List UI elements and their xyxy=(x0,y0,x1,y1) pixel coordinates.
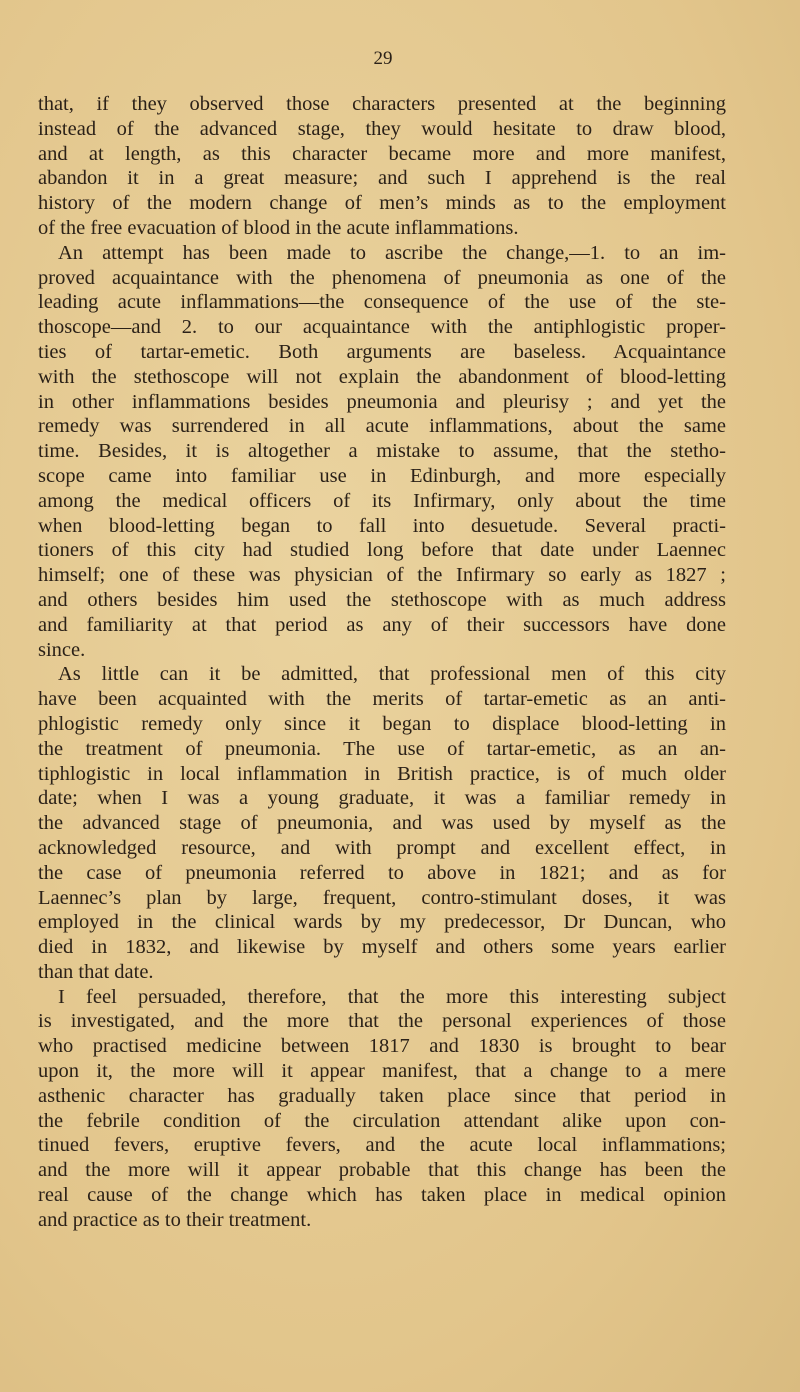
text-line: As little can it be admitted, that professional men of this city xyxy=(58,663,726,686)
text-line: the treatment of pneumonia. The use of tartar-emetic, as an an- xyxy=(38,737,726,760)
text-line: abandon it in a great measure; and such I apprehend is the real xyxy=(38,167,726,190)
text-line: tioners of this city had studied long before that date under Laennec xyxy=(38,539,726,562)
text-line: date; when I was a young graduate, it was a familiar remedy in xyxy=(38,787,726,810)
text-line: and practice as to their treatment. xyxy=(38,1208,312,1231)
text-line: scope came into familiar use in Edinburgh, and more especially xyxy=(38,464,726,487)
text-line: the advanced stage of pneumonia, and was used by myself as the xyxy=(38,812,726,835)
text-line: since. xyxy=(38,638,86,661)
text-line: acknowledged resource, and with prompt and excellent effect, in xyxy=(38,836,726,859)
text-line: when blood-letting began to fall into desuetude. Several practi- xyxy=(38,514,726,537)
text-line: instead of the advanced stage, they would hesitate to draw blood, xyxy=(38,117,726,140)
text-line: remedy was surrendered in all acute inflammations, about the same xyxy=(38,415,726,438)
text-line: upon it, the more will it appear manifest, that a change to a mere xyxy=(38,1060,726,1083)
text-line: with the stethoscope will not explain the abandonment of blood-letting xyxy=(38,365,726,388)
text-line: among the medical officers of its Infirmary, only about the time xyxy=(38,489,726,512)
text-line: leading acute inflammations—the consequence of the use of the ste- xyxy=(38,291,726,314)
text-line: thoscope—and 2. to our acquaintance with the antiphlogistic proper- xyxy=(38,316,726,339)
text-line: and the more will it appear probable that this change has been the xyxy=(38,1159,726,1182)
paragraph xyxy=(38,985,726,1233)
text-line: of the free evacuation of blood in the acute inflammations. xyxy=(38,216,519,239)
text-line: real cause of the change which has taken place in medical opinion xyxy=(38,1184,726,1207)
text-line: employed in the clinical wards by my predecessor, Dr Duncan, who xyxy=(38,911,726,934)
text-line: tiphlogistic in local inflammation in British practice, is of much older xyxy=(38,762,726,785)
text-line: the febrile condition of the circulation attendant alike upon con- xyxy=(38,1109,726,1132)
text-line: Laennec’s plan by large, frequent, contro-stimulant doses, it was xyxy=(38,886,726,909)
text-line: have been acquainted with the merits of tartar-emetic as an anti- xyxy=(38,688,726,711)
text-line: phlogistic remedy only since it began to displace blood-letting in xyxy=(38,712,726,735)
text-line: time. Besides, it is altogether a mistake to assume, that the stetho- xyxy=(38,440,726,463)
text-line: and at length, as this character became more and more manifest, xyxy=(38,142,726,165)
text-line: tinued fevers, eruptive fevers, and the acute local inflammations; xyxy=(38,1134,726,1157)
text-line: died in 1832, and likewise by myself and others some years earlier xyxy=(38,936,726,959)
text-line: asthenic character has gradually taken place since that period in xyxy=(38,1084,726,1107)
text-line: and others besides him used the stethoscope with as much address xyxy=(38,588,726,611)
text-line: the case of pneumonia referred to above in 1821; and as for xyxy=(38,861,726,884)
text-line: that, if they observed those characters presented at the beginning xyxy=(38,93,726,115)
text-line: An attempt has been made to ascribe the change,—1. to an im- xyxy=(58,241,726,264)
text-line: in other inflammations besides pneumonia and pleurisy ; and yet the xyxy=(38,390,726,413)
page-body xyxy=(38,92,726,1233)
text-line: history of the modern change of men’s minds as to the employment xyxy=(38,192,726,215)
page-number: 29 xyxy=(373,48,393,69)
paragraph xyxy=(38,241,726,663)
text-line: is investigated, and the more that the personal experiences of those xyxy=(38,1010,726,1033)
paragraph xyxy=(38,92,726,241)
text-line: than that date. xyxy=(38,960,154,983)
paragraph xyxy=(38,662,726,984)
text-line: I feel persuaded, therefore, that the more this interesting subject xyxy=(58,985,726,1008)
text-line: proved acquaintance with the phenomena of pneumonia as one of the xyxy=(38,266,726,289)
text-line: and familiarity at that period as any of their successors have done xyxy=(38,613,726,636)
text-line: who practised medicine between 1817 and 1830 is brought to bear xyxy=(38,1035,726,1058)
text-line: himself; one of these was physician of the Infirmary so early as 1827 ; xyxy=(38,564,726,587)
text-line: ties of tartar-emetic. Both arguments are baseless. Acquaintance xyxy=(38,340,726,363)
